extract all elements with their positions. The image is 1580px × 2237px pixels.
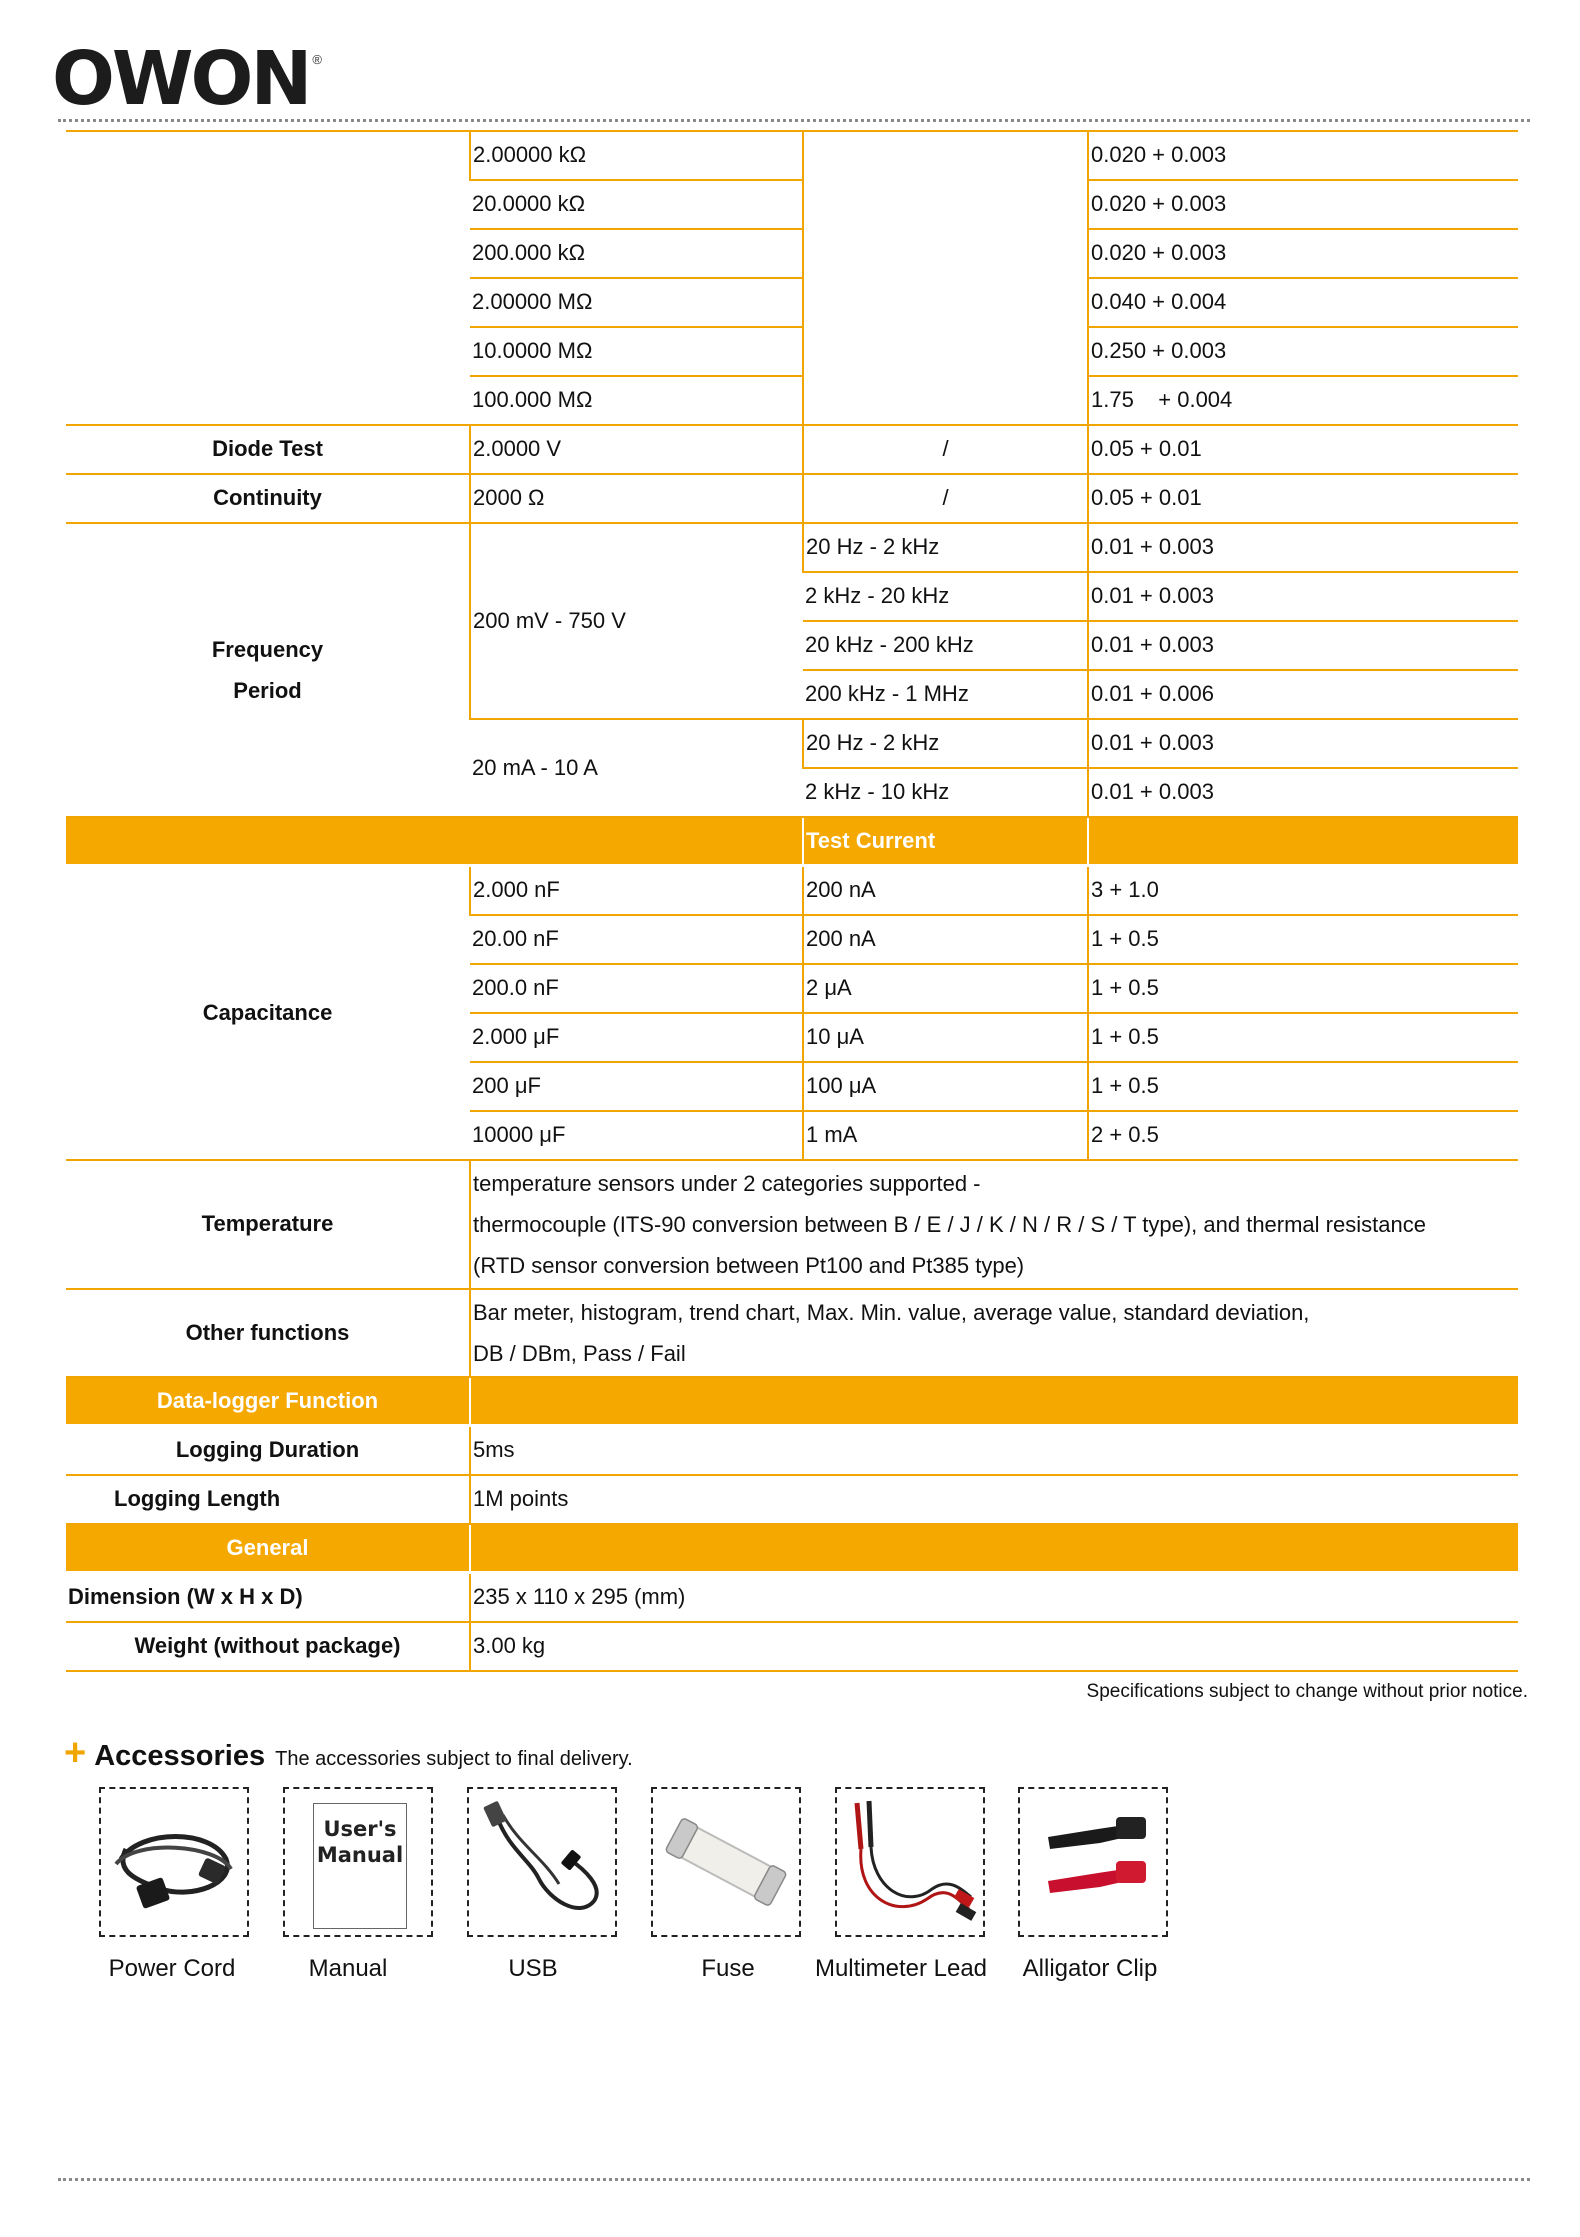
current-cell: 100 μA bbox=[803, 1062, 1088, 1111]
current-cell: 200 nA bbox=[803, 866, 1088, 916]
header-blank-cell bbox=[66, 817, 803, 866]
band-cell: 200 kHz - 1 MHz bbox=[803, 670, 1088, 719]
accuracy-cell: 1 + 0.5 bbox=[1088, 964, 1518, 1013]
accessories-title: Accessories bbox=[94, 1740, 266, 1772]
temperature-line: (RTD sensor conversion between Pt100 and Pt385 type) bbox=[473, 1253, 1025, 1278]
table-row bbox=[66, 474, 1518, 523]
footer-divider bbox=[58, 2178, 1530, 2181]
accuracy-cell: 0.05 + 0.01 bbox=[1088, 425, 1518, 474]
spec-table bbox=[66, 130, 1518, 1672]
range-cell: 200 μF bbox=[470, 1062, 803, 1111]
accuracy-cell: 0.040 + 0.004 bbox=[1088, 278, 1518, 327]
accuracy-cell: 0.01 + 0.003 bbox=[1088, 523, 1518, 572]
multimeter-lead-icon bbox=[837, 1789, 983, 1935]
other-functions-line: DB / DBm, Pass / Fail bbox=[473, 1341, 686, 1366]
range-cell: 2000 Ω bbox=[470, 474, 803, 523]
range-cell: 20.0000 kΩ bbox=[470, 180, 803, 229]
temperature-line: temperature sensors under 2 categories supported - bbox=[473, 1171, 981, 1196]
dimension-value: 235 x 110 x 295 (mm) bbox=[470, 1573, 1518, 1623]
table-row bbox=[66, 1160, 1518, 1289]
dimension-label: Dimension (W x H x D) bbox=[66, 1573, 470, 1623]
accessories-note: The accessories subject to final delivery. bbox=[275, 1748, 633, 1770]
power-cord-icon bbox=[101, 1789, 247, 1935]
band-cell: 20 Hz - 2 kHz bbox=[803, 523, 1088, 572]
table-row bbox=[66, 1289, 1518, 1377]
alligator-clip-tile bbox=[1018, 1787, 1168, 1937]
period-label: Period bbox=[233, 678, 302, 703]
range-cell: 2.00000 MΩ bbox=[470, 278, 803, 327]
extra-cell: / bbox=[803, 425, 1088, 474]
accuracy-cell: 1 + 0.5 bbox=[1088, 1062, 1518, 1111]
power-cord-tile bbox=[99, 1787, 249, 1937]
continuity-label: Continuity bbox=[66, 474, 470, 523]
band-cell: 2 kHz - 10 kHz bbox=[803, 768, 1088, 817]
owon-logo bbox=[52, 36, 322, 122]
datalogger-header: Data-logger Function bbox=[66, 1377, 470, 1426]
accuracy-cell: 2 + 0.5 bbox=[1088, 1111, 1518, 1160]
accuracy-cell: 1 + 0.5 bbox=[1088, 1013, 1518, 1062]
accuracy-cell: 0.01 + 0.003 bbox=[1088, 621, 1518, 670]
registered-mark: ® bbox=[312, 52, 322, 67]
resistance-label-cell bbox=[66, 131, 470, 425]
accuracy-cell: 3 + 1.0 bbox=[1088, 866, 1518, 916]
accuracy-cell: 0.020 + 0.003 bbox=[1088, 229, 1518, 278]
table-row bbox=[66, 425, 1518, 474]
accuracy-cell: 0.020 + 0.003 bbox=[1088, 131, 1518, 180]
range-cell: 100.000 MΩ bbox=[470, 376, 803, 425]
frequency-period-label bbox=[66, 523, 470, 817]
header-blank-cell bbox=[470, 1377, 1518, 1426]
range-cell: 20.00 nF bbox=[470, 915, 803, 964]
header-divider bbox=[58, 119, 1530, 122]
current-cell: 1 mA bbox=[803, 1111, 1088, 1160]
fuse-tile bbox=[651, 1787, 801, 1937]
general-header: General bbox=[66, 1524, 470, 1573]
range-cell: 200.000 kΩ bbox=[470, 229, 803, 278]
fuse-icon bbox=[653, 1789, 799, 1935]
capacitance-label: Capacitance bbox=[66, 866, 470, 1161]
temperature-line: thermocouple (ITS-90 conversion between B / E / J / K / N / R / S / T type), and thermal resistance bbox=[473, 1212, 1426, 1237]
table-row bbox=[66, 1475, 1518, 1524]
manual-cover-line: User's bbox=[323, 1817, 397, 1841]
accuracy-cell: 0.01 + 0.003 bbox=[1088, 572, 1518, 621]
usb-tile bbox=[467, 1787, 617, 1937]
range-cell: 2.00000 kΩ bbox=[470, 131, 803, 180]
range-cell: 2.000 nF bbox=[470, 866, 803, 916]
accessory-label: Multimeter Lead bbox=[814, 1955, 988, 1982]
accessory-label: Manual bbox=[308, 1955, 388, 1982]
range-cell: 10.0000 MΩ bbox=[470, 327, 803, 376]
usb-cable-icon bbox=[469, 1789, 615, 1935]
accuracy-cell: 0.01 + 0.003 bbox=[1088, 719, 1518, 768]
test-current-header: Test Current bbox=[803, 817, 1088, 866]
table-row bbox=[66, 1426, 1518, 1476]
range-cell: 2.0000 V bbox=[470, 425, 803, 474]
manual-cover-line: Manual bbox=[316, 1843, 404, 1867]
logo-wordmark: OWON bbox=[52, 36, 310, 122]
table-row bbox=[66, 1622, 1518, 1671]
extra-cell: / bbox=[803, 474, 1088, 523]
accessory-label: Alligator Clip bbox=[1022, 1955, 1158, 1982]
current-cell: 10 μA bbox=[803, 1013, 1088, 1062]
empty-cell bbox=[803, 131, 1088, 425]
accuracy-cell: 0.250 + 0.003 bbox=[1088, 327, 1518, 376]
alligator-clip-icon bbox=[1020, 1789, 1166, 1935]
accuracy-cell: 0.01 + 0.003 bbox=[1088, 768, 1518, 817]
accuracy-cell: 0.01 + 0.006 bbox=[1088, 670, 1518, 719]
logging-length-value: 1M points bbox=[470, 1475, 1518, 1524]
weight-label: Weight (without package) bbox=[66, 1622, 470, 1671]
current-cell: 2 μA bbox=[803, 964, 1088, 1013]
range-cell: 2.000 μF bbox=[470, 1013, 803, 1062]
accessories-heading bbox=[64, 1734, 633, 1773]
accessory-label: Fuse bbox=[701, 1955, 755, 1982]
section-header-row bbox=[66, 817, 1518, 866]
band-cell: 20 Hz - 2 kHz bbox=[803, 719, 1088, 768]
accuracy-cell: 1.75 + 0.004 bbox=[1088, 376, 1518, 425]
current-cell: 200 nA bbox=[803, 915, 1088, 964]
accuracy-cell: 0.05 + 0.01 bbox=[1088, 474, 1518, 523]
weight-value: 3.00 kg bbox=[470, 1622, 1518, 1671]
other-functions-label: Other functions bbox=[66, 1289, 470, 1377]
header-blank-cell bbox=[1088, 817, 1518, 866]
band-cell: 20 kHz - 200 kHz bbox=[803, 621, 1088, 670]
manual-icon bbox=[313, 1803, 407, 1929]
accessory-label: USB bbox=[508, 1955, 558, 1982]
range-cell: 20 mA - 10 A bbox=[470, 719, 803, 817]
table-row bbox=[66, 131, 1518, 180]
accuracy-cell: 0.020 + 0.003 bbox=[1088, 180, 1518, 229]
multimeter-lead-tile bbox=[835, 1787, 985, 1937]
logging-duration-value: 5ms bbox=[470, 1426, 1518, 1476]
manual-cover-text bbox=[314, 1816, 406, 1868]
logging-length-label: Logging Length bbox=[66, 1475, 470, 1524]
band-cell: 2 kHz - 20 kHz bbox=[803, 572, 1088, 621]
range-cell: 200.0 nF bbox=[470, 964, 803, 1013]
header-blank-cell bbox=[470, 1524, 1518, 1573]
manual-tile bbox=[283, 1787, 433, 1937]
frequency-label: Frequency bbox=[211, 637, 324, 662]
range-cell: 10000 μF bbox=[470, 1111, 803, 1160]
plus-icon: + bbox=[64, 1732, 87, 1774]
temperature-description bbox=[470, 1160, 1518, 1289]
spec-notice: Specifications subject to change without prior notice. bbox=[1086, 1681, 1528, 1702]
logging-duration-label: Logging Duration bbox=[66, 1426, 470, 1476]
accuracy-cell: 1 + 0.5 bbox=[1088, 915, 1518, 964]
temperature-label: Temperature bbox=[66, 1160, 470, 1289]
table-row bbox=[66, 866, 1518, 916]
section-header-row bbox=[66, 1524, 1518, 1573]
range-cell: 200 mV - 750 V bbox=[470, 523, 803, 719]
accessory-label: Power Cord bbox=[108, 1955, 236, 1982]
other-functions-description bbox=[470, 1289, 1518, 1377]
table-row bbox=[66, 1573, 1518, 1623]
diode-test-label: Diode Test bbox=[66, 425, 470, 474]
other-functions-line: Bar meter, histogram, trend chart, Max. Min. value, average value, standard deviation, bbox=[473, 1300, 1310, 1325]
table-row bbox=[66, 523, 1518, 572]
section-header-row bbox=[66, 1377, 1518, 1426]
